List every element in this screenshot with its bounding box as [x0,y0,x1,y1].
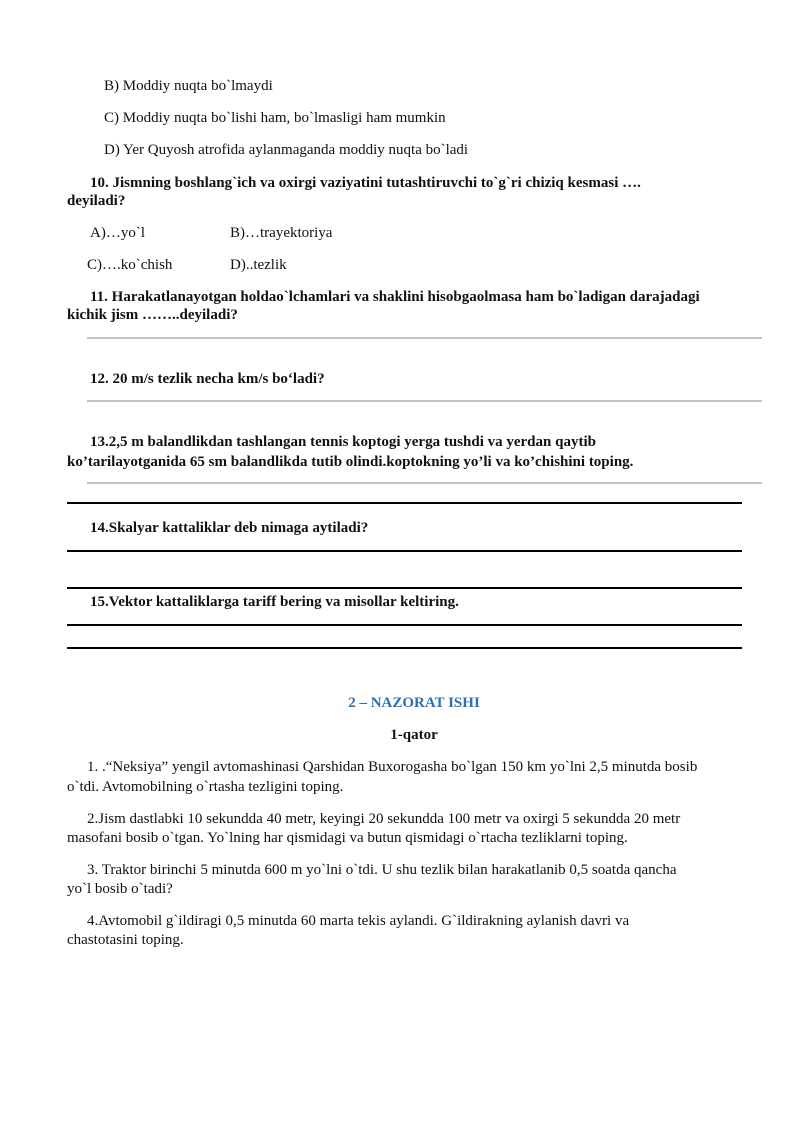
question-10-option-b: B)…trayektoriya [230,225,333,241]
question-10-line1: 10. Jismning boshlang`ich va oxirgi vaziyatini tutashtiruvchi to`g`ri chiziq kesmasi …. [90,175,641,191]
answer-line [67,624,742,626]
task-4-line2: chastotasini toping. [67,932,184,948]
question-10-option-c: C)….ko`chish [87,257,173,273]
option-b: B) Moddiy nuqta bo`lmaydi [104,78,273,94]
answer-line [67,550,742,552]
question-11-line1: 11. Harakatlanayotgan holdao`lchamlari va shaklini hisobgaolmasa ham bo`ladigan darajadagi [90,289,700,305]
task-3-line1: 3. Traktor birinchi 5 minutda 600 m yo`lni o`tdi. U shu tezlik bilan harakatlanib 0,5 soatda qancha [87,862,677,878]
question-14: 14.Skalyar kattaliklar deb nimaga aytiladi? [90,520,369,536]
answer-line [67,587,742,589]
task-1-line2: o`tdi. Avtomobilning o`rtasha tezligini toping. [67,779,344,795]
task-2-line1: 2.Jism dastlabki 10 sekundda 40 metr, keyingi 20 sekundda 100 metr va oxirgi 5 sekundda 20 metr [87,811,681,827]
task-4-line1: 4.Avtomobil g`ildiragi 0,5 minutda 60 marta tekis aylandi. G`ildirakning aylanish davri va [87,913,630,929]
question-11-line2: kichik jism ……..deyiladi? [67,307,238,323]
answer-line [67,502,742,504]
task-1-line1: 1. .“Neksiya” yengil avtomashinasi Qarshidan Buxorogasha bo`lgan 150 km yo`lni 2,5 minutda bosib [87,759,698,775]
answer-line [87,400,762,402]
section-subtitle: 1-qator [390,727,438,743]
answer-line [67,647,742,649]
question-10-line2: deyiladi? [67,193,126,209]
answer-line [87,337,762,339]
section-title: 2 – NAZORAT ISHI [348,695,480,711]
question-13-line2: ko’tarilayotganida 65 sm balandlikda tutib olindi.koptokning yo’li va ko’chishini toping. [67,454,634,470]
answer-line [87,482,762,484]
option-c: C) Moddiy nuqta bo`lishi ham, bo`lmasligi ham mumkin [104,110,446,126]
option-d: D) Yer Quyosh atrofida aylanmaganda moddiy nuqta bo`ladi [104,142,469,158]
question-10-option-d: D)..tezlik [230,257,287,273]
task-3-line2: yo`l bosib o`tadi? [67,881,173,897]
question-13-line1: 13.2,5 m balandlikdan tashlangan tennis koptogi yerga tushdi va yerdan qaytib [90,434,596,450]
question-10-option-a: A)…yo`l [90,225,145,241]
task-2-line2: masofani bosib o`tgan. Yo`lning har qismidagi va butun qismidagi o`rtacha tezliklarni toping. [67,830,628,846]
question-15: 15.Vektor kattaliklarga tariff bering va misollar keltiring. [90,594,459,610]
question-12: 12. 20 m/s tezlik necha km/s bo‘ladi? [90,371,325,387]
